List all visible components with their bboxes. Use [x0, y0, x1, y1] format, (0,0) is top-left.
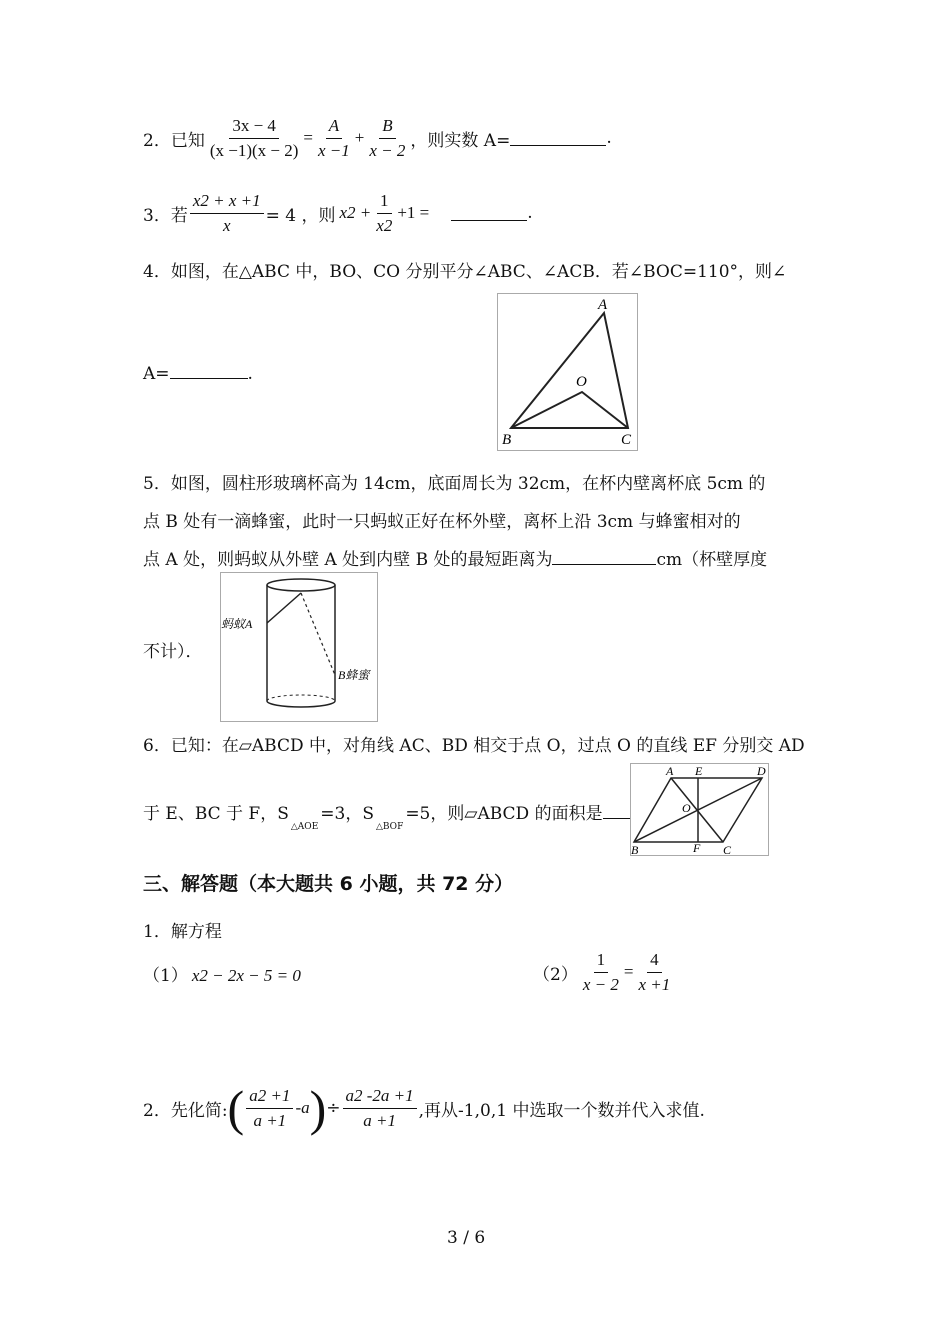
question-middle: = 4 ，则: [265, 205, 336, 226]
fraction: $\frac{a2 -2a +1}{a +1}$: [343, 1086, 417, 1130]
answer-blank[interactable]: [552, 550, 656, 565]
vertex-label-o: O: [576, 374, 587, 390]
point-label-o: O: [682, 801, 691, 815]
fraction: $\frac{1}{x2}$: [376, 190, 393, 235]
parallelogram-figure: [630, 763, 769, 856]
left-paren: (: [227, 1080, 245, 1136]
plus-sign: +: [354, 128, 365, 147]
triangle-figure: [497, 293, 638, 451]
divide-sign: ÷: [326, 1098, 341, 1118]
vertex-label-a: A: [666, 764, 674, 778]
vertex-label-c: C: [723, 843, 732, 855]
solve-question-1-part-2: （2） $\frac{1}{x - 2}$ = $\frac{4}{x +1}$: [533, 946, 675, 998]
answer-blank[interactable]: [510, 131, 606, 146]
cylinder-figure: [220, 572, 378, 722]
subscript: △AOE: [290, 822, 319, 832]
minus-a: -a: [295, 1098, 310, 1117]
period: .: [606, 128, 612, 148]
question-4-answer: A= .: [143, 364, 253, 384]
fraction: $\frac{a2 +1}{a +1}$: [246, 1086, 293, 1130]
expression: x2 +: [339, 203, 372, 222]
vertex-label-d: D: [757, 764, 766, 778]
point-label-f: F: [693, 841, 701, 855]
triangle-diagram: [498, 294, 637, 450]
expression: +1 =: [397, 203, 430, 222]
fraction: $\frac{4}{x +1}$: [638, 949, 671, 994]
question-2: [143, 112, 612, 164]
question-6-line-2: 于 E、BC 于 F，$S_{\triangle AOE}=3$，$S_{\triangle BOF}=5$，则▱ABCD 的面积是: [143, 799, 656, 824]
question-4-text: 4．如图，在△ABC 中，BO、CO 分别平分∠ABC、∠ACB．若∠BOC=110°，则∠: [143, 262, 787, 282]
question-number: 2．: [143, 130, 171, 151]
question-lead: 若: [170, 205, 188, 226]
solve-question-2: 2．先化简: ( $\frac{a2 +1}{a +1}$ -a ) ÷ $\frac{a2 -2a +1}{a +1}$ ,再从-1,0,1 中选取一个数并代入求值.: [143, 1080, 705, 1136]
equation: x2 − 2x − 5 = 0: [191, 966, 301, 985]
ant-label: 蚂蚁A: [221, 617, 253, 631]
subscript: △BOF: [375, 822, 404, 832]
fraction: $\frac{A}{x -1}$: [318, 115, 350, 160]
vertex-label-b: B: [502, 432, 512, 448]
fraction: $\frac{x2 + x +1}{x}$: [190, 191, 264, 235]
point-label-e: E: [695, 764, 703, 778]
question-6-line-1: 6．已知：在▱ABCD 中，对角线 AC、BD 相交于点 O，过点 O 的直线 EF 分别交 AD: [143, 736, 805, 756]
answer-blank[interactable]: [451, 206, 527, 221]
period: .: [527, 203, 533, 223]
question-5-line-2: 点 B 处有一滴蜂蜜，此时一只蚂蚁正好在杯外壁，离杯上沿 3cm 与蜂蜜相对的: [143, 512, 741, 532]
question-lead: 已知: [170, 130, 205, 151]
solve-question-1-part-1: （1） x2 − 2x − 5 = 0: [143, 966, 301, 986]
question-5-line-1: 5．如图，圆柱形玻璃杯高为 14cm，底面周长为 32cm，在杯内壁离杯底 5cm 的: [143, 474, 766, 494]
answer-blank[interactable]: [170, 364, 248, 379]
question-3: [143, 188, 533, 238]
cylinder-diagram: [221, 573, 377, 721]
question-5-line-3: 点 A 处，则蚂蚁从外壁 A 处到内壁 B 处的最短距离为 cm（杯壁厚度: [143, 550, 768, 570]
equals-sign: =: [623, 962, 634, 981]
question-5-line-4: 不计）．: [143, 642, 203, 662]
parallelogram-diagram: [631, 764, 768, 855]
vertex-label-c: C: [621, 432, 632, 448]
equals-sign: =: [303, 128, 313, 147]
solve-question-1-title: 1．解方程: [143, 922, 222, 942]
vertex-label-a: A: [598, 297, 608, 313]
honey-label: B蜂蜜: [338, 668, 370, 682]
question-tail: ，则实数 A=: [410, 130, 511, 151]
fraction: $\frac{B}{x - 2}$: [369, 115, 406, 160]
section-3-heading: 三、解答题（本大题共 6 小题，共 72 分）: [143, 873, 514, 895]
question-number: 3．: [143, 205, 171, 226]
vertex-label-b: B: [631, 843, 639, 855]
right-paren: ): [309, 1080, 327, 1136]
page-number: 3 / 6: [447, 1228, 486, 1248]
fraction: $\frac{3x - 4}{(x -1)(x - 2)}$: [209, 115, 299, 160]
fraction: $\frac{1}{x - 2}$: [582, 949, 619, 994]
